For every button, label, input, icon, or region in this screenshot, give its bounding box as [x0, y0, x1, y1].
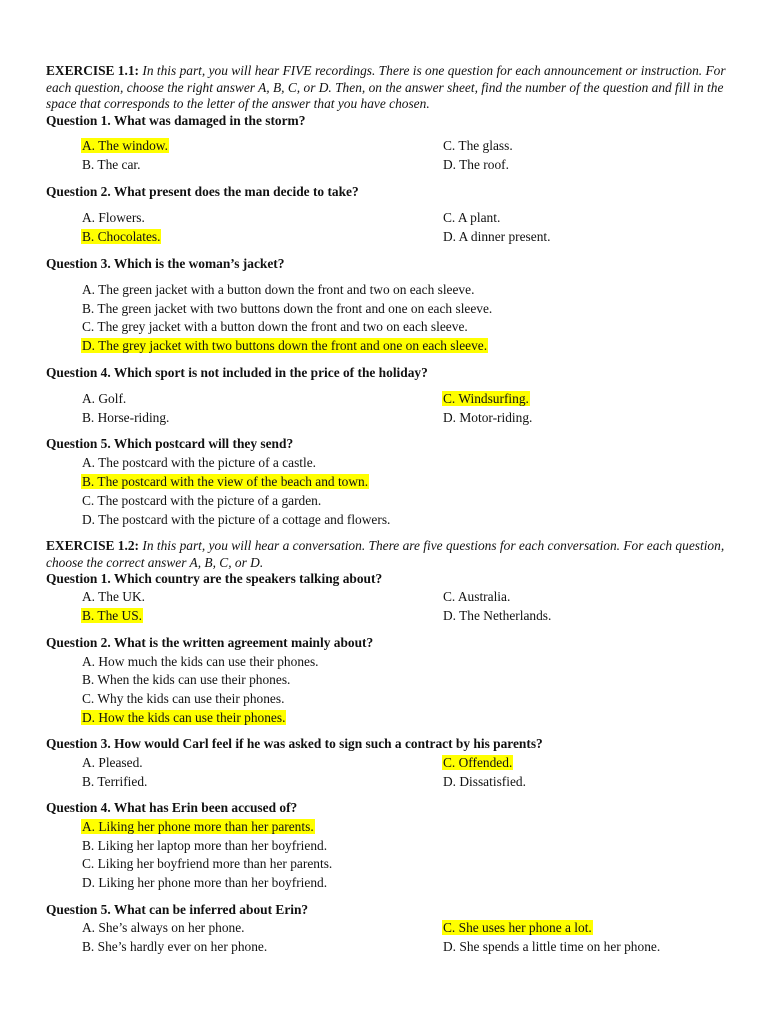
question-title: Question 1. What was damaged in the storm? — [46, 113, 306, 128]
answer-text: A. Golf. — [82, 391, 127, 406]
answer-option — [442, 138, 514, 154]
answer-text: D. The postcard with the picture of a cottage and flowers. — [82, 512, 391, 527]
exercise-heading: EXERCISE 1.2: — [46, 538, 140, 553]
answer-option — [81, 410, 170, 426]
answer-text: C. A plant. — [443, 210, 501, 225]
answer-option — [81, 157, 142, 173]
answer-option — [81, 838, 328, 854]
exercise-instruction: In this part, you will hear FIVE recordings. There is one question for each announcement or instruction. For each question, choose the right answer A, B, C, or D. Then, on the answer sheet, find the number of the question and fill in the space that corresponds to the letter of the answer that you have chosen. — [46, 63, 726, 111]
answer-text: A. The green jacket with a button down the front and two on each sleeve. — [82, 282, 475, 297]
question-title: Question 1. Which country are the speakers talking about? — [46, 571, 383, 586]
answer-option — [81, 229, 161, 245]
answer-text: C. The postcard with the picture of a garden. — [82, 493, 322, 508]
answer-option — [81, 875, 328, 891]
answer-text: B. She’s hardly ever on her phone. — [82, 939, 268, 954]
answer-text: D. The Netherlands. — [443, 608, 552, 623]
exercise-heading: EXERCISE 1.1: — [46, 63, 140, 78]
answer-option — [81, 282, 475, 298]
answer-text: B. Liking her laptop more than her boyfriend. — [82, 838, 328, 853]
exercise-1-1-intro — [46, 63, 726, 113]
answer-option — [81, 210, 146, 226]
answer-option — [442, 774, 527, 790]
answer-text: D. The roof. — [443, 157, 509, 172]
answer-text: D. She spends a little time on her phone. — [443, 939, 661, 954]
highlighted-answer: D. The grey jacket with two buttons down the front and one on each sleeve. — [82, 338, 488, 353]
question-title: Question 3. Which is the woman’s jacket? — [46, 256, 285, 271]
question-title: Question 3. How would Carl feel if he was asked to sign such a contract by his parents? — [46, 736, 543, 751]
question-title: Question 2. What present does the man decide to take? — [46, 184, 359, 199]
answer-option — [81, 512, 391, 528]
highlighted-answer: C. Offended. — [443, 755, 513, 770]
answer-text: C. The glass. — [443, 138, 513, 153]
answer-text: B. The green jacket with two buttons down the front and one on each sleeve. — [82, 301, 493, 316]
answer-option — [81, 654, 320, 670]
answer-option — [442, 755, 513, 771]
highlighted-answer: C. She uses her phone a lot. — [443, 920, 592, 935]
exercise-1-2-intro — [46, 538, 726, 571]
answer-text: D. Liking her phone more than her boyfriend. — [82, 875, 328, 890]
answer-text: D. Motor-riding. — [443, 410, 533, 425]
answer-text: A. Pleased. — [82, 755, 143, 770]
answer-option — [81, 391, 127, 407]
highlighted-answer: B. Chocolates. — [82, 229, 161, 244]
question-title: Question 5. What can be inferred about Erin? — [46, 902, 309, 917]
answer-option — [442, 920, 593, 936]
answer-option — [81, 138, 169, 154]
answer-option — [81, 589, 146, 605]
answer-option — [442, 589, 511, 605]
answer-option — [81, 672, 291, 688]
answer-option — [442, 608, 552, 624]
answer-option — [81, 939, 268, 955]
answer-option — [81, 856, 333, 872]
answer-text: B. The car. — [82, 157, 141, 172]
question-title: Question 5. Which postcard will they send? — [46, 436, 294, 451]
answer-option — [442, 157, 510, 173]
answer-option — [442, 939, 661, 955]
answer-text: A. The UK. — [82, 589, 145, 604]
answer-option — [81, 755, 144, 771]
answer-text: A. How much the kids can use their phones. — [82, 654, 319, 669]
answer-option — [442, 210, 501, 226]
answer-option — [81, 301, 493, 317]
answer-option — [81, 319, 469, 335]
answer-option — [442, 410, 533, 426]
question-title: Question 2. What is the written agreement mainly about? — [46, 635, 374, 650]
highlighted-answer: B. The US. — [82, 608, 143, 623]
answer-option — [81, 774, 148, 790]
answer-text: A. Flowers. — [82, 210, 145, 225]
answer-text: B. When the kids can use their phones. — [82, 672, 291, 687]
highlighted-answer: A. Liking her phone more than her parents. — [82, 819, 314, 834]
answer-option — [81, 920, 246, 936]
answer-text: D. Dissatisfied. — [443, 774, 526, 789]
answer-text: B. Horse-riding. — [82, 410, 170, 425]
highlighted-answer: A. The window. — [82, 138, 168, 153]
answer-text: C. The grey jacket with a button down the front and two on each sleeve. — [82, 319, 468, 334]
answer-text: C. Why the kids can use their phones. — [82, 691, 285, 706]
answer-text: A. The postcard with the picture of a castle. — [82, 455, 317, 470]
answer-text: D. A dinner present. — [443, 229, 551, 244]
question-title: Question 4. What has Erin been accused of? — [46, 800, 298, 815]
answer-text: C. Australia. — [443, 589, 511, 604]
highlighted-answer: D. How the kids can use their phones. — [82, 710, 286, 725]
answer-option — [81, 474, 369, 490]
answer-option — [81, 691, 285, 707]
answer-option — [81, 819, 315, 835]
answer-option — [81, 338, 488, 354]
answer-option — [81, 493, 322, 509]
answer-option — [442, 391, 530, 407]
highlighted-answer: C. Windsurfing. — [443, 391, 529, 406]
answer-option — [81, 455, 317, 471]
exercise-instruction: In this part, you will hear a conversation. There are five questions for each conversation. For each question, choose the correct answer A, B, C, or D. — [46, 538, 725, 570]
highlighted-answer: B. The postcard with the view of the beach and town. — [82, 474, 369, 489]
answer-option — [442, 229, 551, 245]
question-title: Question 4. Which sport is not included in the price of the holiday? — [46, 365, 428, 380]
answer-text: B. Terrified. — [82, 774, 148, 789]
answer-option — [81, 710, 286, 726]
answer-option — [81, 608, 143, 624]
answer-text: A. She’s always on her phone. — [82, 920, 245, 935]
answer-text: C. Liking her boyfriend more than her parents. — [82, 856, 333, 871]
